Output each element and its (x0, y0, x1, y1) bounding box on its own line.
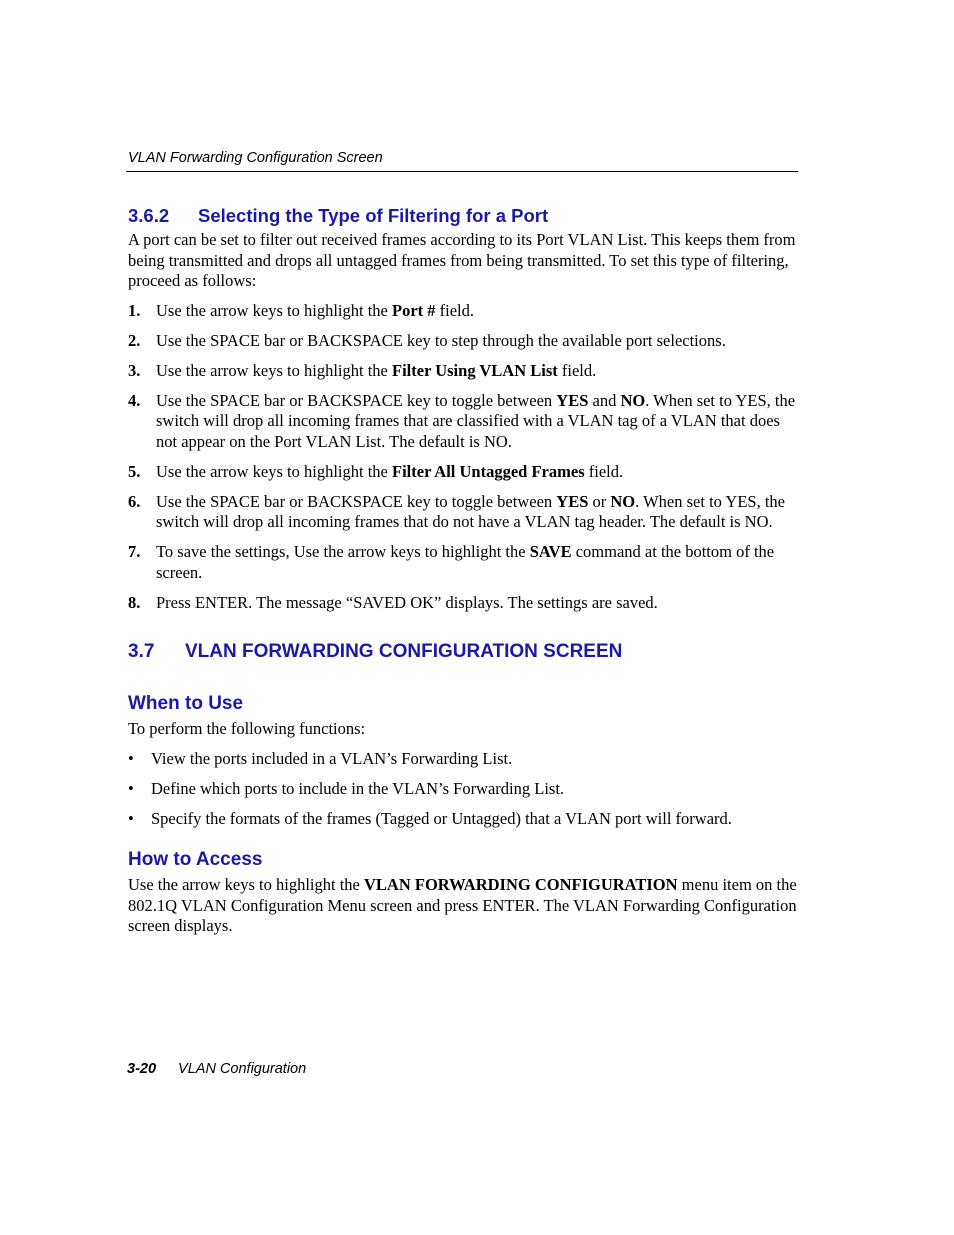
step-text: Use the arrow keys to highlight the (156, 461, 392, 481)
step-number: 2. (128, 330, 141, 350)
step-keyword: NO (620, 390, 646, 410)
step-text: To save the settings, Use the arrow keys to highlight the (156, 542, 530, 561)
step-text: field. (584, 461, 624, 481)
step-text: . When set to YES, the switch will drop all incoming frames that do not have a VLAN tag header. The default is NO. (156, 491, 785, 531)
how-to-access-text (128, 875, 800, 937)
section-title: Selecting the Type of Filtering for a Port (198, 205, 549, 226)
step-number: 4. (128, 390, 141, 410)
step-number: 5. (128, 461, 141, 481)
list-item (128, 331, 800, 352)
page-footer (127, 1061, 306, 1077)
bullet-text: Specify the formats of the frames (Tagged or Untagged) that a VLAN port will forward. (151, 808, 732, 828)
step-text: and (588, 390, 621, 410)
step-number: 8. (128, 592, 141, 612)
step-text: . When set to YES, the switch will drop all incoming frames that are classified with a VLAN tag of a VLAN that does not appear on the Port VLAN List. The default is NO. (156, 390, 796, 451)
list-item (128, 749, 800, 770)
list-item (128, 361, 800, 382)
step-text: Use the SPACE bar or BACKSPACE key to toggle between (156, 390, 557, 410)
step-number: 1. (128, 300, 141, 320)
step-text: Use the arrow keys to highlight the (156, 360, 392, 380)
step-text: Use the arrow keys to highlight the (156, 300, 392, 320)
bullet-text: View the ports included in a VLAN’s Forwarding List. (151, 748, 513, 768)
section-number: 3.6.2 (128, 205, 170, 226)
step-text: Use the SPACE bar or BACKSPACE key to step through the available port selections. (156, 330, 726, 350)
section-number: 3.7 (128, 641, 155, 662)
page-number: 3-20 (127, 1061, 157, 1077)
list-item (128, 391, 800, 453)
list-item (128, 492, 800, 533)
when-to-use-heading: When to Use (128, 693, 244, 714)
bullet-icon: • (128, 778, 134, 798)
functions-bullet-list (128, 749, 800, 830)
page-content (128, 205, 800, 937)
step-keyword: YES (556, 491, 589, 511)
section-3-7-heading (128, 640, 800, 664)
step-text: field. (557, 360, 597, 380)
step-number: 7. (128, 542, 141, 561)
step-number: 6. (128, 491, 141, 511)
step-keyword: NO (610, 491, 636, 511)
list-item (128, 593, 800, 614)
filtering-steps-list (128, 301, 800, 614)
section-title: VLAN FORWARDING CONFIGURATION SCREEN (185, 641, 623, 662)
bullet-text: Define which ports to include in the VLAN’s Forwarding List. (151, 778, 565, 798)
list-item (128, 462, 800, 483)
bullet-icon: • (128, 808, 134, 828)
step-text: Use the SPACE bar or BACKSPACE key to toggle between (156, 491, 557, 511)
step-field-name: Port # (392, 300, 436, 320)
step-command-name: SAVE (529, 542, 572, 561)
step-text: Press ENTER. The message “SAVED OK” displays. The settings are saved. (156, 592, 658, 612)
section-3-6-2-heading (128, 205, 800, 227)
chapter-title: VLAN Configuration (178, 1061, 307, 1077)
step-keyword: YES (556, 390, 589, 410)
header-rule (126, 171, 798, 172)
step-text: or (588, 491, 611, 511)
step-field-name: Filter All Untagged Frames (392, 461, 585, 481)
bullet-icon: • (128, 748, 134, 768)
step-text: field. (435, 300, 475, 320)
step-field-name: Filter Using VLAN List (392, 360, 558, 380)
list-item (128, 301, 800, 322)
step-number: 3. (128, 360, 141, 380)
list-item (128, 542, 800, 583)
step-text: command at the bottom of the screen. (156, 542, 775, 582)
list-item (128, 779, 800, 800)
running-header: VLAN Forwarding Configuration Screen (128, 150, 383, 166)
when-to-use-intro: To perform the following functions: (128, 719, 366, 738)
how-to-access-heading: How to Access (128, 849, 263, 870)
menu-item-name: VLAN FORWARDING CONFIGURATION (364, 875, 678, 894)
list-item (128, 809, 800, 830)
access-text: Use the arrow keys to highlight the (128, 875, 364, 894)
access-text: menu item on the 802.1Q VLAN Configuration Menu screen and press ENTER. The VLAN Forwarding Configuration screen displays. (128, 875, 797, 935)
section-3-6-2-intro: A port can be set to filter out received frames according to its Port VLAN List. This keeps them from being transmitted and drops all untagged frames from being transmitted. To set this type of filtering, proceed as follows: (128, 230, 796, 290)
